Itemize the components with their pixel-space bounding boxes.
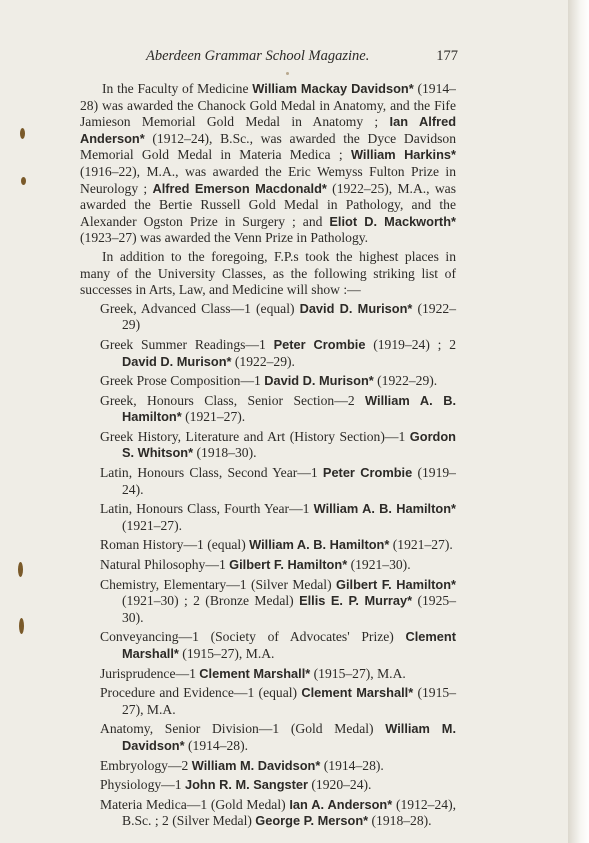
list-item: [80, 501, 456, 534]
person-name: Peter Crombie: [322, 465, 413, 481]
page-number: 177: [436, 48, 458, 64]
list-item: [80, 777, 456, 794]
text-run: Greek Prose Composition—1: [100, 373, 265, 389]
text-run: (1923–27) was awarded the Venn Prize in Pathology.: [80, 230, 369, 246]
person-name: Gilbert F. Hamilton*: [229, 557, 348, 573]
binding-mark: [18, 562, 23, 577]
text-run: (1912–24), B.Sc., was awarded the Dyce Davidson Memorial Gold Medal in Materia Medica ;: [80, 130, 456, 163]
list-item: [80, 557, 456, 574]
text-run: In addition to the foregoing, F.P.s took the highest places in many of the University Classes, as the following striking list of successes in Arts, Law, and Medicine will show :—: [80, 248, 456, 298]
person-name: George P. Merson*: [255, 813, 369, 829]
list-item: [80, 577, 456, 627]
text-run: (1922–29): [122, 300, 456, 333]
prize-list: [80, 301, 456, 830]
text-run: Greek Summer Readings—1: [100, 336, 274, 352]
person-name: William Mackay Davidson*: [252, 81, 414, 96]
text-run: (1922–29).: [373, 373, 438, 389]
article-body: [80, 81, 456, 833]
text-run: Physiology—1: [100, 777, 185, 793]
text-run: (1922–29).: [231, 353, 295, 369]
text-run: (1918–30).: [193, 445, 257, 461]
binding-mark: [21, 177, 26, 185]
person-name: David D. Murison*: [299, 300, 413, 316]
person-name: Alfred Emerson Macdonald*: [152, 180, 327, 196]
person-name: Eliot D. Mackworth*: [329, 213, 456, 229]
person-name: David D. Murison*: [264, 373, 374, 389]
list-item: [80, 373, 456, 390]
text-run: (1914–28).: [320, 757, 384, 773]
text-run: (1916–22), M.A., was awarded the Eric Wemyss Fulton Prize in Neurology ;: [80, 163, 456, 196]
text-run: (1919–24).: [122, 465, 456, 497]
text-run: Natural Philosophy—1: [100, 557, 230, 573]
text-run: (1921–30) ; 2 (Bronze Medal): [122, 593, 300, 609]
person-name: David D. Murison*: [122, 353, 232, 369]
text-run: (1921–30).: [347, 557, 411, 573]
text-run: (1918–28).: [368, 813, 432, 829]
binding-mark: [19, 618, 24, 634]
list-item: [80, 758, 456, 775]
list-item: [80, 465, 456, 498]
list-item: [80, 337, 456, 370]
list-item: [80, 537, 456, 554]
list-item: [80, 393, 456, 426]
text-run: Greek, Advanced Class—1 (equal): [100, 300, 300, 316]
person-name: Clement Marshall*: [199, 665, 311, 681]
person-name: Peter Crombie: [273, 336, 366, 352]
person-name: Clement Marshall*: [301, 685, 414, 701]
text-run: Chemistry, Elementary—1 (Silver Medal): [100, 576, 336, 592]
text-run: Conveyancing—1 (Society of Advocates' Prize): [100, 629, 406, 645]
list-item: [80, 301, 456, 334]
list-item: [80, 429, 456, 462]
text-run: Embryology—2: [100, 757, 192, 773]
text-run: (1921–27).: [389, 537, 453, 553]
list-item: [80, 797, 456, 830]
person-name: Gordon S. Whitson*: [122, 428, 456, 461]
text-run: Greek History, Literature and Art (History Section)—1: [100, 428, 410, 444]
person-name: Ellis E. P. Murray*: [299, 593, 413, 609]
person-name: Ian A. Anderson*: [289, 796, 393, 812]
list-item: [80, 685, 456, 718]
text-run: (1920–24).: [308, 777, 372, 793]
text-run: Jurisprudence—1: [100, 665, 200, 681]
person-name: William A. B. Hamilton*: [122, 392, 456, 425]
binding-mark: [20, 128, 25, 139]
ink-speck: [286, 72, 289, 75]
text-run: Greek, Honours Class, Senior Section—2: [100, 392, 366, 408]
text-run: Anatomy, Senior Division—1 (Gold Medal): [100, 721, 386, 737]
list-item: [80, 629, 456, 662]
person-name: Ian Alfred Anderson*: [80, 114, 457, 146]
text-run: (1919–24) ; 2: [365, 336, 456, 352]
person-name: William M. Davidson*: [191, 757, 321, 773]
paragraph-introduction: [80, 249, 456, 299]
magazine-title: Aberdeen Grammar School Magazine.: [146, 48, 370, 64]
person-name: William A. B. Hamilton*: [249, 537, 390, 553]
person-name: Clement Marshall*: [122, 629, 456, 661]
paragraph-medicine-awards: [80, 81, 456, 247]
text-run: (1925–30).: [122, 593, 456, 625]
text-run: (1914–28).: [184, 737, 249, 753]
person-name: John R. M. Sangster: [184, 777, 308, 793]
text-run: Roman History—1 (equal): [100, 537, 250, 553]
person-name: William M. Davidson*: [122, 721, 456, 753]
text-run: In the Faculty of Medicine: [102, 81, 253, 96]
text-run: (1915–27), M.A.: [122, 685, 456, 717]
list-item: [80, 666, 456, 683]
text-run: (1921–27).: [181, 409, 246, 425]
text-run: Materia Medica—1 (Gold Medal): [100, 796, 290, 812]
text-run: (1921–27).: [122, 517, 183, 533]
text-run: Procedure and Evidence—1 (equal): [100, 685, 302, 701]
page-edge: [568, 0, 589, 843]
text-run: Latin, Honours Class, Fourth Year—1: [100, 501, 314, 517]
list-item: [80, 721, 456, 754]
person-name: Gilbert F. Hamilton*: [336, 576, 457, 592]
text-run: Latin, Honours Class, Second Year—1: [100, 465, 323, 481]
text-run: (1914–28) was awarded the Chanock Gold Medal in Anatomy, and the Fife Jamieson Memorial Gold Medal in Anatomy ;: [80, 81, 456, 130]
text-run: (1922–25), M.A., was awarded the Bertie Russell Gold Medal in Pathology, and the Alexander Ogston Prize in Surgery ; and: [80, 180, 456, 229]
text-run: (1912–24), B.Sc. ; 2 (Silver Medal): [122, 796, 456, 829]
person-name: William Harkins*: [350, 147, 456, 163]
text-run: (1915–27), M.A.: [178, 646, 275, 661]
text-run: (1915–27), M.A.: [310, 665, 406, 681]
person-name: William A. B. Hamilton*: [313, 501, 456, 517]
